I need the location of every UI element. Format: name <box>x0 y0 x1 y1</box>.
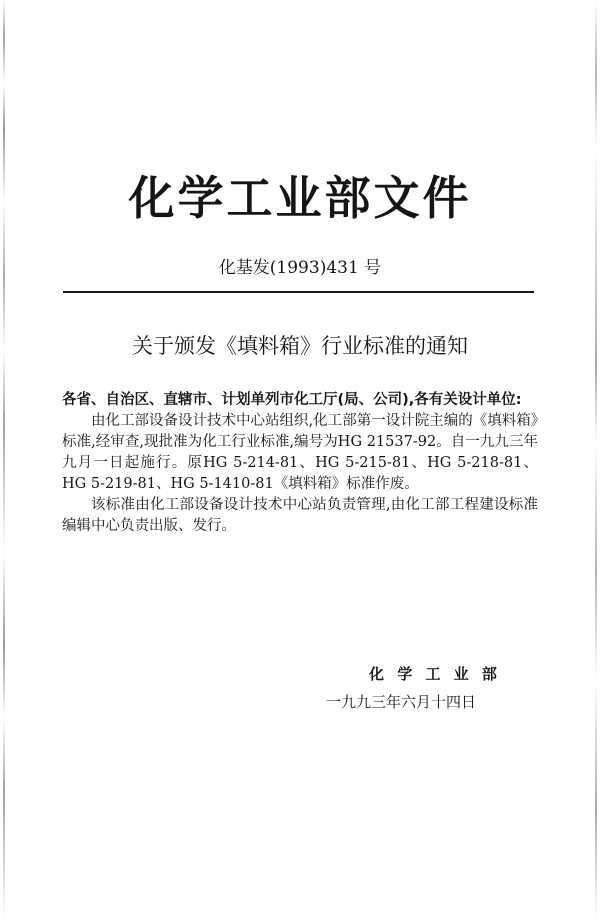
scan-edge-right <box>595 0 597 921</box>
notice-body <box>62 389 538 537</box>
document-number: 化基发(1993)431 号 <box>218 258 382 278</box>
issuing-authority: 化 学 工 业 部 <box>369 665 501 683</box>
issue-date: 一九九三年六月十四日 <box>326 693 477 711</box>
issuer-title: 化学工业部文件 <box>128 171 472 225</box>
recipients-line: 各省、自治区、直辖市、计划单列市化工厅(局、公司),各有关设计单位: <box>62 392 522 408</box>
header-divider <box>63 291 534 293</box>
body-paragraph-2: 该标准由化工部设备设计技术中心站负责管理,由化工部工程建设标准编辑中心负责出版、发行。 <box>62 497 538 534</box>
notice-subject: 关于颁发《填料箱》行业标准的通知 <box>132 334 468 358</box>
scan-edge-left <box>3 0 5 921</box>
body-paragraph-1: 由化工部设备设计技术中心站组织,化工部第一设计院主编的《填料箱》标准,经审查,现批准为化工行业标准,编号为HG 21537-92。自一九九三年九月一日起施行。原HG 5-214-81、HG 5-215-81、HG 5-218-81、HG 5-219-81、HG 5-1410-81《填料箱》标准作废。 <box>62 413 538 492</box>
